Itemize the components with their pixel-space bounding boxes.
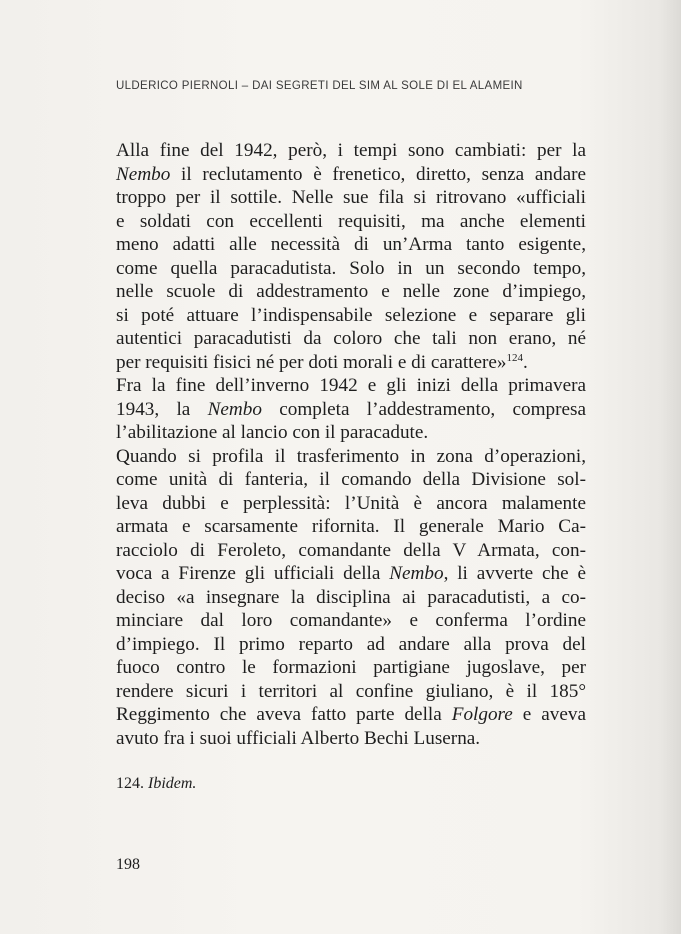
footnote-text: Ibidem. bbox=[148, 775, 197, 792]
text-line: racciolo di Feroleto, comandante della V Armata, con- bbox=[116, 539, 586, 561]
text-line: fuoco contro le formazioni partigiane jugoslave, per bbox=[116, 657, 586, 678]
footnote-reference: 124 bbox=[506, 351, 524, 364]
text-line: 1943, la Nembo completa l’addestramento, compresa bbox=[116, 398, 586, 420]
text-line: voca a Firenze gli ufficiali della Nembo, li avverte che è bbox=[116, 563, 587, 584]
text-line: rendere sicuri i territori al confine giuliano, è il 185° bbox=[116, 680, 586, 702]
text-line: si poté attuare l’indispensabile selezione e separare gli bbox=[116, 304, 586, 326]
running-header: ULDERICO PIERNOLI – DAI SEGRETI DEL SIM AL SOLE DI EL ALAMEIN bbox=[116, 80, 523, 92]
text-line: come unità di fanteria, il comando della Divisione sol- bbox=[116, 469, 586, 490]
page-number: 198 bbox=[116, 856, 140, 873]
text-line: troppo per il sottile. Nelle sue fila si ritrovano «ufficiali bbox=[116, 187, 586, 208]
text-line: Nembo il reclutamento è frenetico, diretto, senza andare bbox=[116, 163, 586, 185]
text-line: avuto fra i suoi ufficiali Alberto Bechi Luserna. bbox=[116, 727, 481, 749]
text-line: come quella paracadutista. Solo in un secondo tempo, bbox=[116, 257, 586, 279]
text-line: minciare dal loro comandante» e conferma l’ordine bbox=[116, 610, 586, 631]
text-line: Alla fine del 1942, però, i tempi sono cambiati: per la bbox=[116, 140, 586, 161]
text-line: armata e scarsamente rifornita. Il generale Mario Ca- bbox=[116, 516, 586, 537]
footnote-number: 124. bbox=[116, 775, 144, 792]
body-text bbox=[116, 139, 586, 750]
text-line: deciso «a insegnare la disciplina ai paracadutisti, a co- bbox=[116, 586, 586, 608]
text-line: d’impiego. Il primo reparto ad andare alla prova del bbox=[116, 633, 586, 655]
text-line: l’abilitazione al lancio con il paracadute. bbox=[116, 422, 429, 443]
text-line: e soldati con eccellenti requisiti, ma anche elementi bbox=[116, 210, 586, 232]
text-line: Quando si profila il trasferimento in zona d’operazioni, bbox=[116, 445, 586, 467]
text-line: Reggimento che aveva fatto parte della Folgore e aveva bbox=[116, 704, 586, 725]
text-line: leva dubbi e perplessità: l’Unità è ancora malamente bbox=[116, 492, 586, 514]
text-line: autentici paracadutisti da coloro che tali non erano, né bbox=[116, 328, 586, 349]
text-line: meno adatti alle necessità di un’Arma tanto esigente, bbox=[116, 234, 586, 255]
text-line: Fra la fine dell’inverno 1942 e gli inizi della primavera bbox=[116, 375, 586, 396]
text-line: nelle scuole di addestramento e nelle zone d’impiego, bbox=[116, 281, 586, 302]
text-line: per requisiti fisici né per doti morali e di carattere»$^{124}$. bbox=[116, 351, 528, 373]
footnote bbox=[116, 775, 196, 793]
